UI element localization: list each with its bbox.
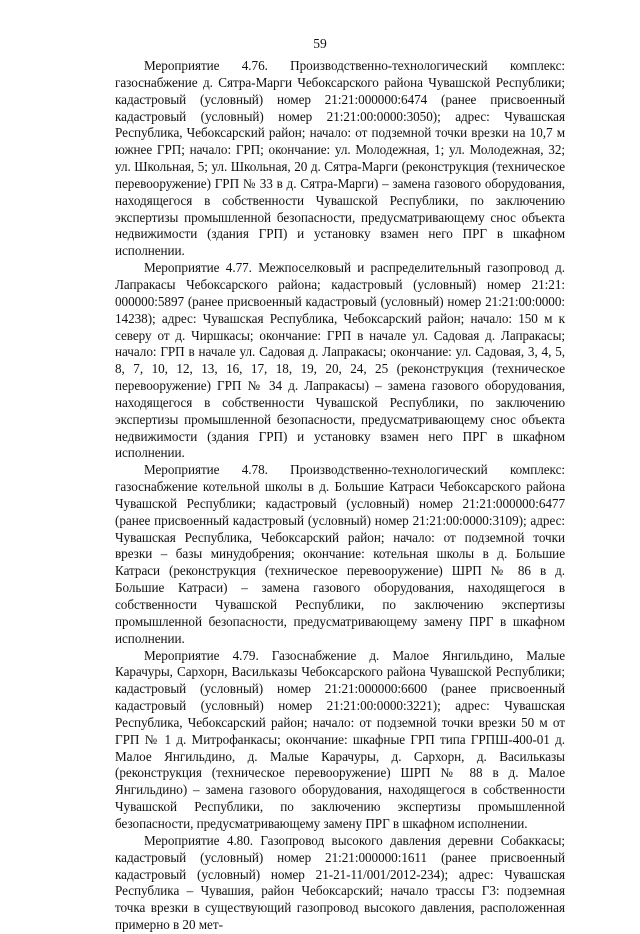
paragraph-4-76: Мероприятие 4.76. Производственно-технологический комплекс: газоснабжение д. Сятра-Марги Чебоксарского района Чувашской Республики; кадастровый (условный) номер 21:21:000000:6474 (ранее присвоенный кадастровый (условный) номер 21:21:00:0000:3050); адрес: Чувашская Республика, Чебоксарский район; начало: от подземной точки врезки на 10,7 м южнее ГРП; начало: ГРП; окончание: ул. Молодежная, 1; ул. Молодежная, 32; ул. Школьная, 5; ул. Школьная, 20 д. Сятра-Марги (реконструкция (техническое перевооружение) ГРП № 33 в д. Сятра-Марги) – замена газового оборудования, находящегося в собственности Чувашской Республики, по заключению экспертизы промышленной безопасности, предусматривающему снос объекта недвижимости (здания ГРП) и установку взамен него ПРГ в шкафном исполнении. — [115, 58, 565, 259]
paragraph-4-78: Мероприятие 4.78. Производственно-технологический комплекс: газоснабжение котельной школы в д. Большие Катраси Чебоксарского района Чувашской Республики; кадастровый (условный) номер 21:21:000000:6477 (ранее присвоенный кадастровый (условный) номер 21:21:00:0000:3109); адрес: Чувашская Республика, Чебоксарский район; начало: от подземной точки врезки – базы минудобрения; окончание: котельная школы в д. Большие Катраси (реконструкция (техническое перевооружение) ШРП № 86 в д. Большие Катраси) – замена газового оборудования, находящегося в собственности Чувашской Республики, по заключению экспертизы промышленной безопасности, предусматривающему замену ПРГ в шкафном исполнении. — [115, 462, 565, 646]
paragraph-4-80: Мероприятие 4.80. Газопровод высокого давления деревни Собаккасы; кадастровый (условный) номер 21:21:000000:1611 (ранее присвоенный кадастровый (условный) номер 21-21-11/001/2012-234); адрес: Чувашская Республика – Чувашия, район Чебоксарский; начало трассы Г3: подземная точка врезки в существующий газопровод высокого давления, расположенная примерно в 20 мет- — [115, 832, 565, 933]
page-body — [115, 58, 565, 934]
page-number: 59 — [313, 36, 327, 51]
paragraph-4-79: Мероприятие 4.79. Газоснабжение д. Малое Янгильдино, Малые Карачуры, Сархорн, Васильказы Чебоксарского района Чувашской Республики; кадастровый (условный) номер 21:21:000000:6600 (ранее присвоенный кадастровый (условный) номер 21:21:00:0000:3221); адрес: Чувашская Республика, Чебоксарский район; начало: от подземной точки врезки 50 м от ГРП № 1 д. Митрофанкасы; окончание: шкафные ГРП типа ГРПШ-400-01 д. Малое Янгильдино, д. Малые Карачуры, д. Сархорн, д. Васильказы (реконструкция (техническое перевооружение) ШРП № 88 в д. Малое Янгильдино) – замена газового оборудования, находящегося в собственности Чувашской Республики, по заключению экспертизы промышленной безопасности, предусматривающему замену ПРГ в шкафном исполнении. — [115, 647, 565, 831]
paragraph-4-77: Мероприятие 4.77. Межпоселковый и распределительный газопровод д. Лапракасы Чебоксарского района; кадастровый (условный) номер 21:21: 000000:5897 (ранее присвоенный кадастровый (условный) номер 21:21:00:0000: 14238); адрес: Чувашская Республика, Чебоксарский район; начало: 150 м к северу от д. Чиршкасы; окончание: ГРП в начале ул. Садовая д. Лапракасы; начало: ГРП в начале ул. Садовая д. Лапракасы; окончание: ул. Садовая, 3, 4, 5, 8, 7, 10, 12, 13, 16, 17, 18, 19, 20, 24, 25 (реконструкция (техническое перевооружение) ГРП № 34 д. Лапракасы) – замена газового оборудования, находящегося в собственности Чувашской Республики, по заключению экспертизы промышленной безопасности, предусматривающему снос объекта недвижимости (здания ГРП) и установку взамен него ПРГ в шкафном исполнении. — [115, 260, 565, 461]
